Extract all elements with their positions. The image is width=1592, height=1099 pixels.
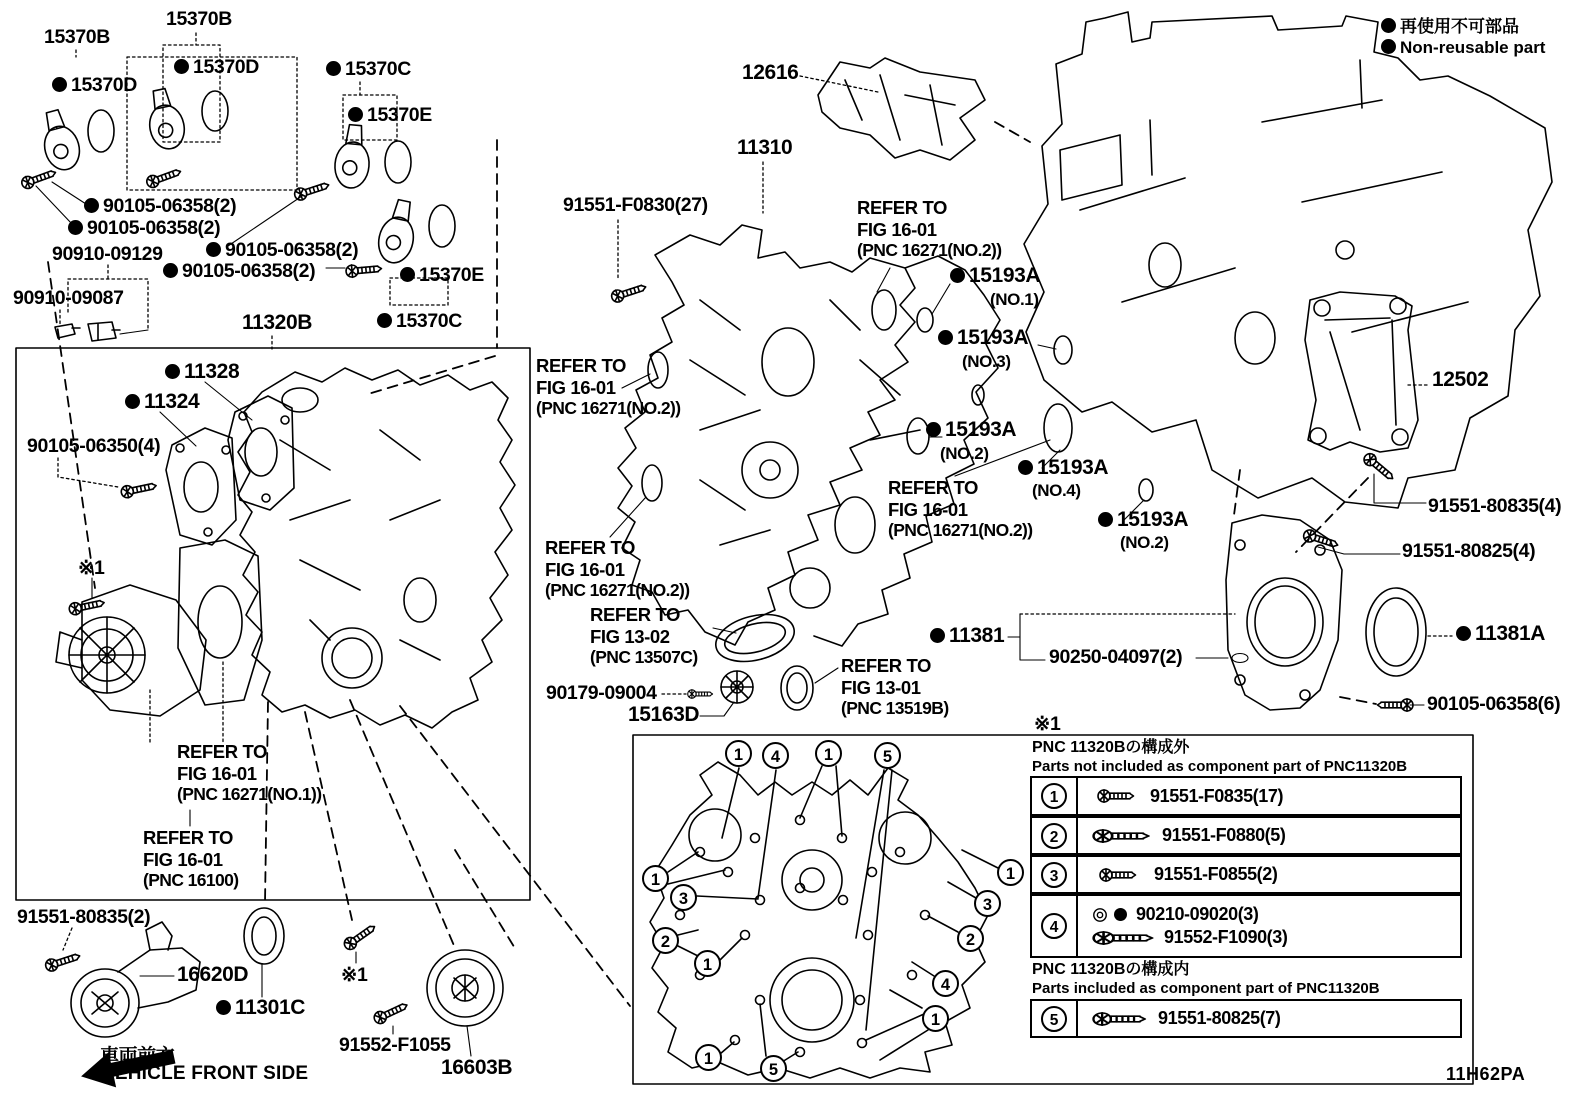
seal-13519B-drawing — [781, 666, 813, 710]
label-15370E-2: 15370E — [400, 264, 484, 287]
legend-non-reusable-jp: 再使用不可部品 — [1381, 12, 1519, 37]
seal-11381A-drawing — [1366, 588, 1426, 676]
bolt-icon — [1092, 929, 1158, 947]
note-mark-3: ※1 — [1034, 713, 1061, 735]
non-reusable-dot — [1381, 18, 1396, 33]
label-15193A-no3-sub: (NO.3) — [962, 352, 1011, 371]
label-15370C-2: 15370C — [377, 310, 462, 333]
label-16620D: 16620D — [177, 963, 249, 986]
row-part-number: 91551-80825(7) — [1158, 1008, 1281, 1028]
non-reusable-dot — [348, 107, 363, 122]
callout-5: 1 — [642, 865, 669, 892]
callout-15: 1 — [997, 859, 1024, 886]
refer-block-16271-no2-c: REFER TO FIG 16-01 (PNC 16271(NO.2)) — [857, 197, 1002, 260]
non-reusable-dot — [165, 364, 180, 379]
label-15370D-1: 15370D — [52, 74, 137, 97]
label-90105-06358-2: 90105-06358(2) — [68, 217, 220, 240]
row-number-circle: 3 — [1041, 862, 1067, 888]
callout-11: 1 — [922, 1005, 949, 1032]
table-row-5 — [1030, 999, 1462, 1038]
idler-16603B-drawing — [427, 950, 503, 1026]
callout-8: 1 — [694, 950, 721, 977]
label-15370B-2: 15370B — [166, 8, 232, 30]
bolt-icon — [1092, 866, 1146, 884]
callout-10: 5 — [760, 1055, 787, 1082]
non-reusable-dot — [400, 267, 415, 282]
label-15193A-no4-sub: (NO.4) — [1032, 481, 1081, 500]
label-15370C-1: 15370C — [326, 58, 411, 81]
refer-block-16271-no2-a: REFER TO FIG 16-01 (PNC 16271(NO.2)) — [536, 355, 681, 418]
label-90105-06358-6: 90105-06358(6) — [1427, 693, 1561, 715]
label-91552-F1055: 91552-F1055 — [339, 1034, 451, 1056]
callout-6: 3 — [670, 884, 697, 911]
refer-block-16271-no2-d: REFER TO FIG 16-01 (PNC 16271(NO.2)) — [888, 477, 1033, 540]
label-90910-09129: 90910-09129 — [52, 243, 163, 265]
part-90910-drawing — [55, 322, 120, 341]
label-90105-06358-1: 90105-06358(2) — [84, 195, 236, 218]
refer-block-16100: REFER TO FIG 16-01 (PNC 16100) — [143, 827, 239, 890]
label-15163D: 15163D — [628, 703, 700, 726]
callout-9: 1 — [695, 1044, 722, 1071]
non-reusable-dot — [1456, 626, 1471, 641]
label-90105-06350: 90105-06350(4) — [27, 435, 161, 457]
label-90250-04097: 90250-04097(2) — [1049, 646, 1183, 668]
note-mark-2: ※1 — [341, 964, 368, 986]
bolt-icon — [1092, 1010, 1150, 1028]
table-row-3 — [1030, 855, 1462, 894]
bolt-icon — [1092, 787, 1142, 805]
label-15193A-no2a-sub: (NO.2) — [940, 444, 989, 463]
row-number-circle: 5 — [1041, 1006, 1067, 1032]
figure-code: 11H62PA — [1446, 1064, 1526, 1084]
refer-block-16271-no2-b: REFER TO FIG 16-01 (PNC 16271(NO.2)) — [545, 537, 690, 600]
callout-3: 1 — [815, 740, 842, 767]
engine-block-drawing — [1024, 12, 1552, 508]
label-15193A-no1: 15193A — [950, 264, 1040, 288]
label-15370D-2: 15370D — [174, 56, 259, 79]
label-90910-09087: 90910-09087 — [13, 287, 124, 309]
seal-11301C-drawing — [244, 908, 284, 964]
label-15193A-no1-sub: (NO.1) — [990, 290, 1039, 309]
table-header-not-included: PNC 11320Bの構成外 Parts not included as component part of PNC11320B — [1032, 739, 1408, 775]
label-15193A-no4: 15193A — [1018, 456, 1108, 480]
row-number-circle: 4 — [1041, 913, 1067, 939]
vehicle-front-en: VEHICLE FRONT SIDE — [102, 1063, 309, 1084]
non-reusable-dot — [1381, 39, 1396, 54]
label-90179-09004: 90179-09004 — [546, 682, 657, 704]
washer-icon — [1092, 907, 1108, 923]
callout-1: 1 — [725, 740, 752, 767]
non-reusable-dot — [326, 61, 341, 76]
label-11328: 11328 — [165, 360, 239, 384]
note-mark-1: ※1 — [78, 557, 105, 579]
label-15193A-no2b-sub: (NO.2) — [1120, 533, 1169, 552]
row-number-circle: 1 — [1041, 783, 1067, 809]
non-reusable-dot — [174, 59, 189, 74]
non-reusable-dot — [125, 394, 140, 409]
non-reusable-dot — [1098, 512, 1113, 527]
non-reusable-dot — [163, 263, 178, 278]
row-number-circle: 2 — [1041, 823, 1067, 849]
bracket-12502-drawing — [1305, 292, 1418, 452]
label-15193A-no2a: 15193A — [926, 418, 1016, 442]
legend-non-reusable-en: Non-reusable part — [1381, 38, 1545, 58]
label-15370E-1: 15370E — [348, 104, 432, 127]
row-part-number: 90210-09020(3) — [1136, 904, 1259, 924]
label-91551-F0830: 91551-F0830(27) — [563, 194, 708, 216]
row-part-number: 91551-F0835(17) — [1150, 785, 1284, 806]
non-reusable-dot — [930, 628, 945, 643]
sprocket-15163D-drawing — [721, 671, 753, 703]
callout-4: 5 — [874, 742, 901, 769]
label-16603B: 16603B — [441, 1056, 513, 1079]
non-reusable-dot — [926, 422, 941, 437]
label-12502: 12502 — [1432, 368, 1489, 391]
callout-7: 2 — [652, 927, 679, 954]
label-11381: 11381 — [930, 624, 1004, 648]
table-header-included: PNC 11320Bの構成内 Parts included as component part of PNC11320B — [1032, 961, 1380, 997]
main-part-box — [16, 348, 530, 900]
table-row-4 — [1030, 894, 1462, 958]
non-reusable-dot — [52, 77, 67, 92]
vehicle-front-jp: 車両前方 — [100, 1046, 175, 1067]
non-reusable-dot — [68, 220, 83, 235]
non-reusable-dot — [84, 198, 99, 213]
label-90105-06358-3: 90105-06358(2) — [206, 239, 358, 262]
label-12616: 12616 — [742, 61, 799, 84]
label-15370B-1: 15370B — [44, 26, 110, 48]
label-15193A-no3: 15193A — [938, 326, 1028, 350]
non-reusable-dot — [938, 330, 953, 345]
part-12616-drawing — [818, 58, 985, 160]
gasket-13507C-drawing — [711, 607, 799, 669]
label-11301C: 11301C — [216, 996, 305, 1020]
row-part-number: 91551-F0855(2) — [1154, 864, 1278, 884]
callout-13: 2 — [957, 925, 984, 952]
label-11381A: 11381A — [1456, 622, 1545, 646]
callout-14: 3 — [974, 890, 1001, 917]
non-reusable-dot — [377, 313, 392, 328]
table-row-1 — [1030, 776, 1462, 816]
table-row-2 — [1030, 816, 1462, 855]
bolt-icon — [1092, 827, 1154, 845]
label-15193A-no2b: 15193A — [1098, 508, 1188, 532]
inset-cover-drawing — [650, 762, 998, 1078]
row-part-number: 91552-F1090(3) — [1164, 927, 1288, 947]
label-90105-06358-4: 90105-06358(2) — [163, 260, 315, 283]
callout-12: 4 — [932, 970, 959, 997]
timing-cover-drawing — [238, 368, 515, 728]
label-11324: 11324 — [125, 390, 199, 414]
non-reusable-dot — [950, 268, 965, 283]
refer-block-13507C: REFER TO FIG 13-02 (PNC 13507C) — [590, 604, 698, 667]
label-11310: 11310 — [737, 136, 793, 159]
label-11320B: 11320B — [242, 311, 313, 334]
refer-block-13519B: REFER TO FIG 13-01 (PNC 13519B) — [841, 655, 949, 718]
label-91551-80835-2: 91551-80835(2) — [17, 906, 151, 928]
label-91551-80825-4: 91551-80825(4) — [1402, 540, 1536, 562]
refer-block-16271-no1: REFER TO FIG 16-01 (PNC 16271(NO.1)) — [177, 741, 322, 804]
gasket-11324-drawing — [166, 428, 236, 545]
non-reusable-dot — [1114, 908, 1127, 921]
callout-2: 4 — [762, 742, 789, 769]
label-91551-80835-4: 91551-80835(4) — [1428, 495, 1562, 517]
non-reusable-dot — [206, 242, 221, 257]
non-reusable-dot — [1018, 460, 1033, 475]
row-part-number: 91551-F0880(5) — [1162, 825, 1286, 845]
non-reusable-dot — [216, 1000, 231, 1015]
